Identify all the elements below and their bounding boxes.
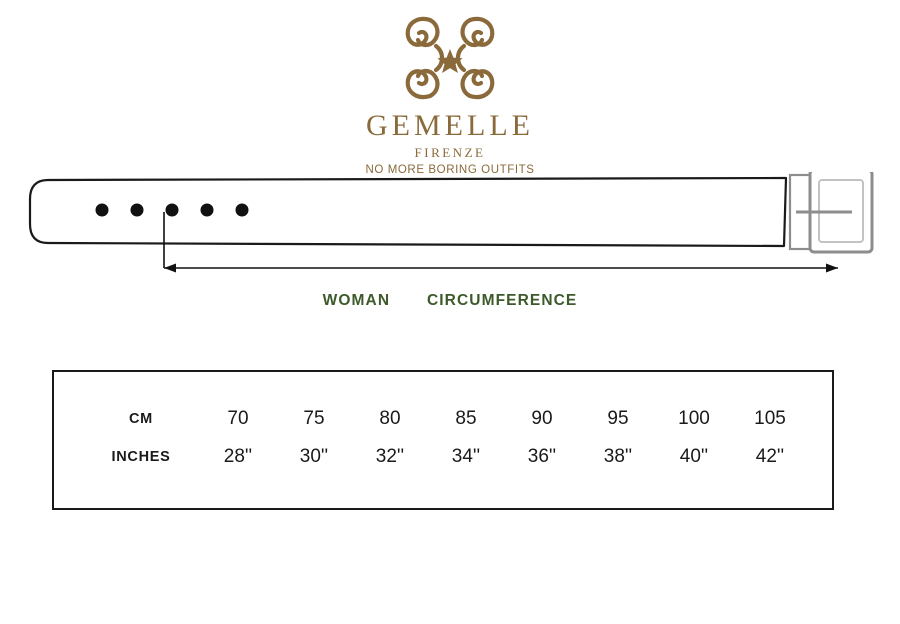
row-header-cm: CM	[129, 411, 153, 427]
belt-hole	[96, 204, 109, 217]
inches-value: 34''	[451, 446, 481, 467]
size-table-container	[52, 370, 834, 510]
brand-name: GEMELLE	[366, 109, 534, 142]
inches-value: 28''	[223, 446, 253, 467]
inches-value: 36''	[527, 446, 557, 467]
brand-header	[0, 8, 900, 176]
cm-value: 80	[379, 408, 401, 429]
inches-value: 40''	[679, 446, 709, 467]
inches-value: 38''	[603, 446, 633, 467]
row-header-inches: INCHES	[111, 449, 171, 465]
table-row	[82, 400, 808, 438]
caption-secondary: CIRCUMFERENCE	[426, 292, 578, 309]
belt-hole	[166, 204, 179, 217]
caption-primary: WOMAN	[322, 292, 391, 309]
cm-value: 105	[754, 408, 786, 429]
cm-value: 90	[531, 408, 553, 429]
belt-hole	[201, 204, 214, 217]
belt-hole	[131, 204, 144, 217]
belt-hole	[236, 204, 249, 217]
cm-value: 75	[303, 408, 325, 429]
diagram-caption	[0, 292, 900, 310]
inches-value: 32''	[375, 446, 405, 467]
brand-tagline: NO MORE BORING OUTFITS	[365, 163, 535, 176]
cm-value: 70	[227, 408, 249, 429]
inches-value: 30''	[299, 446, 329, 467]
leather-belt-illustration	[24, 172, 876, 302]
double-headed-measure-arrow-icon	[164, 264, 838, 273]
inches-value: 42''	[755, 446, 785, 467]
cm-value: 100	[678, 408, 710, 429]
belt-strap	[30, 178, 786, 246]
size-table	[82, 400, 808, 476]
table-row	[82, 438, 808, 476]
belt-diagram	[24, 172, 876, 302]
cm-value: 85	[455, 408, 477, 429]
brand-city: FIRENZE	[414, 144, 486, 160]
cm-value: 95	[607, 408, 629, 429]
gemelle-monogram-icon	[390, 8, 510, 108]
